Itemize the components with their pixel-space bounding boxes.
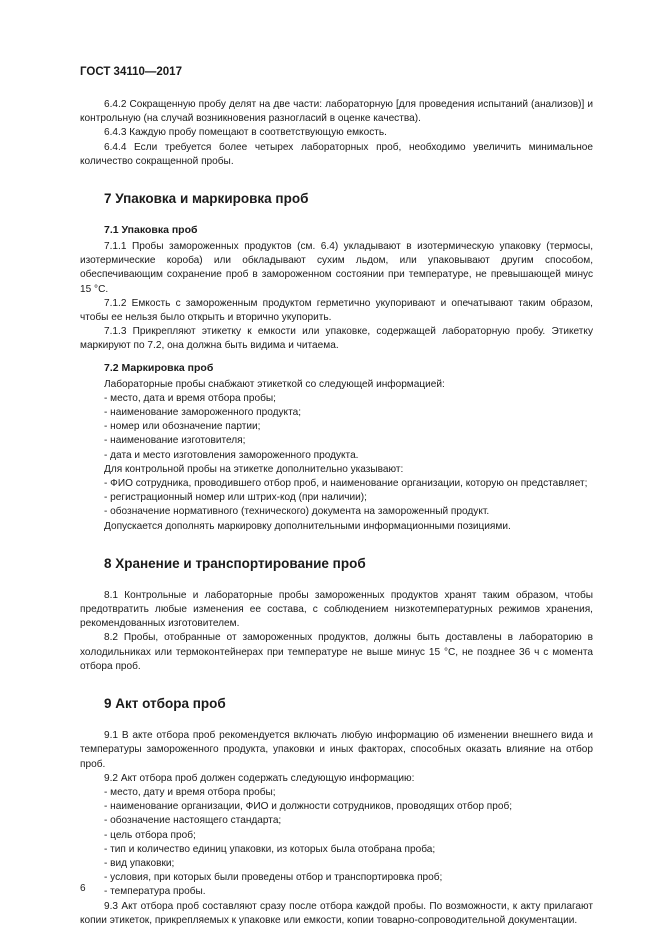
- marking-closing-note: Допускается дополнять маркировку дополнительными информационными позициями.: [104, 520, 511, 532]
- paragraph-8-2: 8.2 Пробы, отобранные от замороженных продуктов, должны быть доставлены в лабораторию в холодильниках или термоконтейнерах при температуре не выше минус 15 °С, не позднее 36 ч с момента отбора проб.: [80, 632, 593, 672]
- list-item: - наименование замороженного продукта;: [104, 407, 302, 419]
- list-item: - номер или обозначение партии;: [104, 421, 261, 433]
- paragraph-7-1-1: 7.1.1 Пробы замороженных продуктов (см. 6.4) укладывают в изотермическую упаковку (термосы, изотермические короба) или обкладывают сухим льдом, или упаковывают другим способом, обеспечивающим сохранение проб в замороженном состоянии при температуре, не превышающей минус 15 °С.: [80, 241, 593, 295]
- document-header: ГОСТ 34110—2017: [80, 66, 182, 78]
- list-item: - вид упаковки;: [104, 857, 175, 869]
- list-item: - тип и количество единиц упаковки, из которых была отобрана проба;: [104, 843, 436, 855]
- document-page: [80, 66, 593, 928]
- list-item: - обозначение нормативного (технического) документа на замороженный продукт.: [104, 506, 490, 518]
- paragraph-7-1-3: 7.1.3 Прикрепляют этикетку к емкости или упаковке, содержащей лабораторную пробу. Этикетку маркируют по 7.2, она должна быть видима и читаема.: [80, 326, 593, 352]
- section-7-heading: 7 Упаковка и маркировка проб: [104, 191, 309, 207]
- paragraph-7-1-2: 7.1.2 Емкость с замороженным продуктом герметично укупоривают и опечатывают таким образом, чтобы ее нельзя было открыть и вторично укупорить.: [80, 297, 593, 324]
- paragraph-8-1: 8.1 Контрольные и лабораторные пробы замороженных продуктов хранят таким образом, чтобы предотвратить любые изменения ее состава, с соблюдением низкотемпературных режимов хранения, рекомендованных изготовителем.: [80, 589, 593, 630]
- subsection-7-1-heading: 7.1 Упаковка проб: [104, 224, 198, 237]
- subsection-7-2-heading: 7.2 Маркировка проб: [104, 361, 214, 374]
- list-item: - цель отбора проб;: [104, 829, 196, 841]
- paragraph-6-4-4: 6.4.4 Если требуется более четырех лабораторных проб, необходимо увеличить минимальное количество сокращенной пробы.: [80, 141, 593, 167]
- paragraph-9-3: 9.3 Акт отбора проб составляют сразу после отбора каждой пробы. По возможности, к акту прилагают копии этикеток, прикрепляемых к упаковке или емкости, копии товарно-сопроводительной документации.: [80, 900, 593, 926]
- list-item: - регистрационный номер или штрих-код (при наличии);: [104, 492, 367, 504]
- list-item: - температура пробы.: [104, 886, 206, 898]
- list-item: - место, дата и время отбора пробы;: [104, 392, 276, 404]
- paragraph-6-4-2: 6.4.2 Сокращенную пробу делят на две части: лабораторную [для проведения испытаний (анализов)] и контрольную (на случай возникновения разногласий в оценке качества).: [80, 99, 593, 125]
- control-sample-lead: Для контрольной пробы на этикетке дополнительно указывают:: [104, 463, 404, 475]
- list-item: - обозначение настоящего стандарта;: [104, 815, 282, 827]
- label-info-lead: Лабораторные пробы снабжают этикеткой со следующей информацией:: [104, 378, 445, 390]
- page-number: 6: [80, 883, 86, 894]
- paragraph-9-1: 9.1 В акте отбора проб рекомендуется включать любую информацию об изменении внешнего вида и температуры замороженного продукта, упаковки и иных факторах, способных оказать влияние на отбор проб.: [80, 730, 593, 770]
- list-item: - ФИО сотрудника, проводившего отбор проб, и наименование организации, которую он представляет;: [104, 478, 588, 490]
- list-item: - место, дату и время отбора пробы;: [104, 786, 276, 798]
- list-item: - наименование изготовителя;: [104, 435, 246, 447]
- list-item: - наименование организации, ФИО и должности сотрудников, проводящих отбор проб;: [104, 801, 513, 813]
- list-item: - дата и место изготовления замороженного продукта.: [104, 449, 359, 461]
- list-item: - условия, при которых были проведены отбор и транспортировка проб;: [104, 872, 443, 884]
- section-9-heading: 9 Акт отбора проб: [104, 696, 226, 712]
- section-8-heading: 8 Хранение и транспортирование проб: [104, 555, 366, 571]
- paragraph-9-2: 9.2 Акт отбора проб должен содержать следующую информацию:: [104, 772, 415, 784]
- paragraph-6-4-3: 6.4.3 Каждую пробу помещают в соответствующую емкость.: [104, 127, 387, 139]
